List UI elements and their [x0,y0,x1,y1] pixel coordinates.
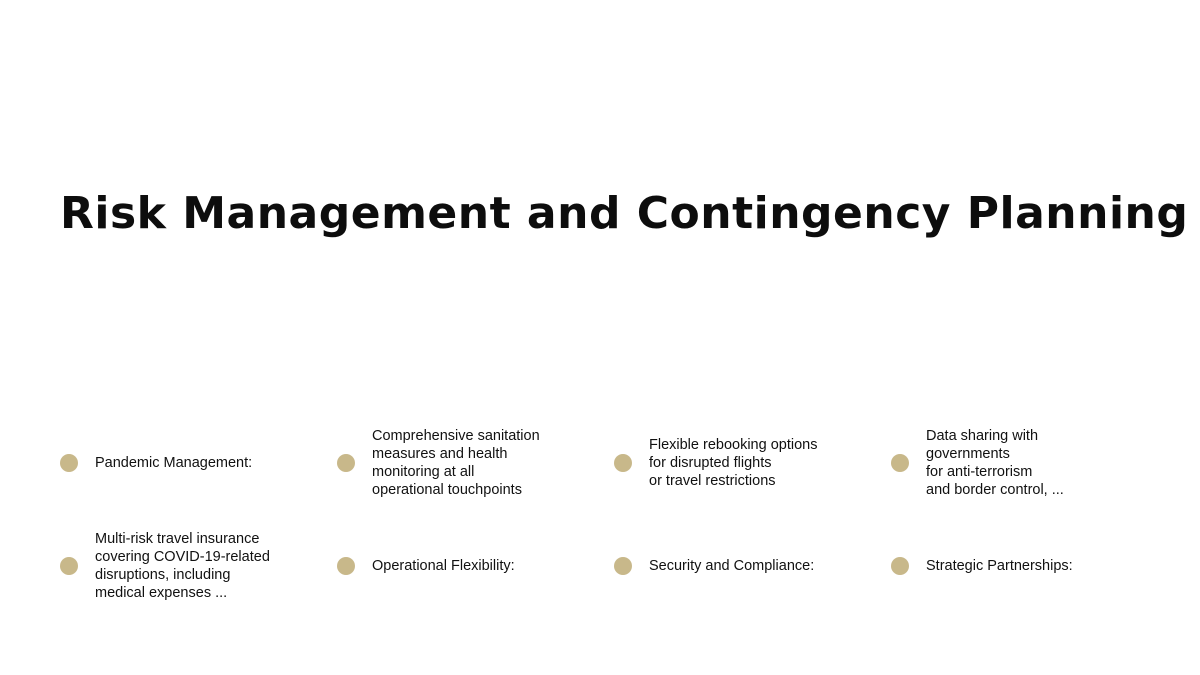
slide-title: Risk Management and Contingency Planning [60,188,1189,239]
bullet-dot-icon [891,557,909,575]
bullet-item-strategic-partnerships [891,557,1151,575]
bullet-text: Security and Compliance: [649,558,815,574]
bullet-text: Pandemic Management: [95,455,253,471]
bullet-item-flexible-rebooking [614,437,874,489]
bullet-item-travel-insurance [60,531,320,601]
bullet-dot-icon [891,454,909,472]
bullet-dot-icon [614,454,632,472]
bullet-dot-icon [614,557,632,575]
bullet-item-security-compliance [614,557,874,575]
bullet-text: Multi-risk travel insurance covering COVID-19-related disruptions, including medical expenses ... [95,531,270,601]
bullet-text: Comprehensive sanitation measures and health monitoring at all operational touchpoints [372,428,540,498]
bullet-text: Data sharing with governments for anti-terrorism and border control, ... [926,428,1064,498]
bullet-dot-icon [337,454,355,472]
bullet-text: Strategic Partnerships: [926,558,1073,574]
bullet-dot-icon [337,557,355,575]
bullet-item-data-sharing [891,428,1151,498]
bullet-item-operational-flexibility [337,557,597,575]
bullet-item-pandemic-management [60,454,320,472]
bullet-item-sanitation-measures [337,428,597,498]
bullet-text: Operational Flexibility: [372,558,515,574]
bullet-text: Flexible rebooking options for disrupted flights or travel restrictions [649,437,818,489]
bullet-dot-icon [60,557,78,575]
bullet-dot-icon [60,454,78,472]
